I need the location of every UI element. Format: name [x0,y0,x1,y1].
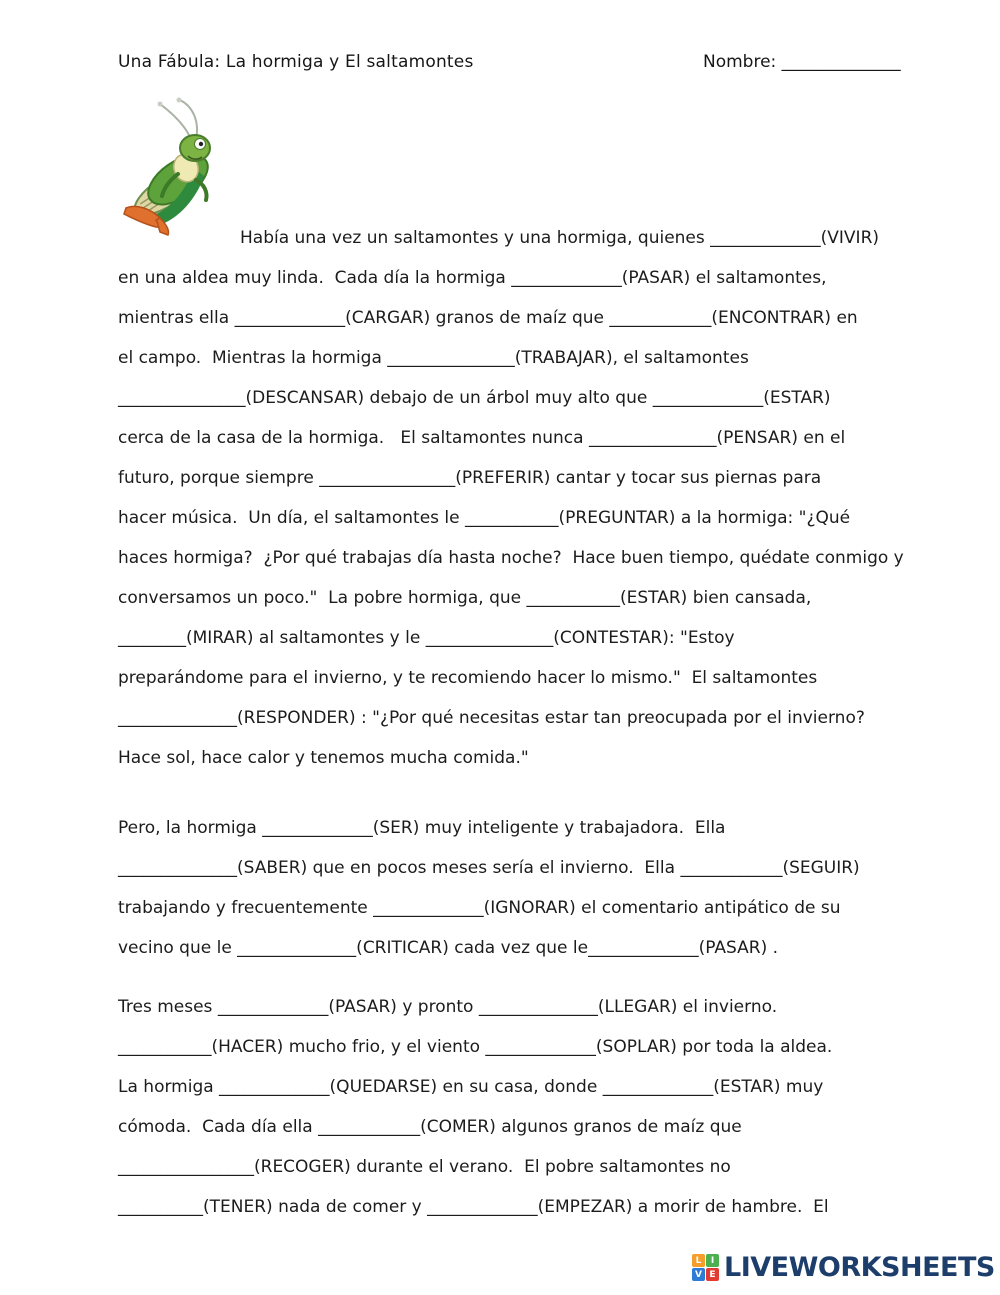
story-line: haces hormiga? ¿Por qué trabajas día hasta noche? Hace buen tiempo, quédate conmigo y [118,548,904,568]
story-line: hacer música. Un día, el saltamontes le ___________(PREGUNTAR) a la hormiga: "¿Qué [118,508,851,528]
story-line: ________________(RECOGER) durante el verano. El pobre saltamontes no [118,1157,731,1177]
story-line: ______________(SABER) que en pocos meses sería el invierno. Ella ____________(SEGUIR) [118,858,860,878]
story-line: Pero, la hormiga _____________(SER) muy inteligente y trabajadora. Ella [118,818,726,838]
story-line: _______________(DESCANSAR) debajo de un árbol muy alto que _____________(ESTAR) [118,388,831,408]
logo-square-i: I [706,1254,719,1267]
story-paragraph-1 [118,218,968,778]
story-line: el campo. Mientras la hormiga _______________(TRABAJAR), el saltamontes [118,348,749,368]
story-line: Tres meses _____________(PASAR) y pronto ______________(LLEGAR) el invierno. [118,997,778,1017]
logo-square-l: L [692,1254,705,1267]
liveworksheets-wordmark: LIVEWORKSHEETS [724,1252,995,1283]
page-title: Una Fábula: La hormiga y El saltamontes [118,52,474,72]
story-line: La hormiga _____________(QUEDARSE) en su casa, donde _____________(ESTAR) muy [118,1077,824,1097]
story-paragraph-3 [118,987,968,1227]
story-line: cómoda. Cada día ella ____________(COMER) algunos granos de maíz que [118,1117,742,1137]
student-name-blank: Nombre: ______________ [703,52,901,72]
story-line: ______________(RESPONDER) : "¿Por qué necesitas estar tan preocupada por el invierno? [118,708,865,728]
story-line: mientras ella _____________(CARGAR) granos de maíz que ____________(ENCONTRAR) en [118,308,858,328]
grasshopper-illustration [116,96,238,238]
story-paragraph-2 [118,808,968,968]
grasshopper-icon [116,96,238,238]
story-line: futuro, porque siempre ________________(PREFERIR) cantar y tocar sus piernas para [118,468,822,488]
story-line: ________(MIRAR) al saltamontes y le _______________(CONTESTAR): "Estoy [118,628,735,648]
story-line: Había una vez un saltamontes y una hormiga, quienes _____________(VIVIR) [240,228,880,248]
story-line: cerca de la casa de la hormiga. El saltamontes nunca _______________(PENSAR) en el [118,428,846,448]
story-line: vecino que le ______________(CRITICAR) cada vez que le_____________(PASAR) . [118,938,779,958]
story-line: trabajando y frecuentemente _____________(IGNORAR) el comentario antipático de su [118,898,841,918]
story-line: conversamos un poco." La pobre hormiga, que ___________(ESTAR) bien cansada, [118,588,812,608]
story-line: preparándome para el invierno, y te recomiendo hacer lo mismo." El saltamontes [118,668,818,688]
logo-square-v: V [692,1268,705,1281]
story-line: __________(TENER) nada de comer y _____________(EMPEZAR) a morir de hambre. El [118,1197,829,1217]
story-line: en una aldea muy linda. Cada día la hormiga _____________(PASAR) el saltamontes, [118,268,827,288]
liveworksheets-logo[interactable] [692,1252,995,1283]
story-line: ___________(HACER) mucho frio, y el viento _____________(SOPLAR) por toda la aldea. [118,1037,833,1057]
logo-square-e: E [706,1268,719,1281]
liveworksheets-logo-icon [692,1254,719,1281]
story-line: Hace sol, hace calor y tenemos mucha comida." [118,748,529,768]
